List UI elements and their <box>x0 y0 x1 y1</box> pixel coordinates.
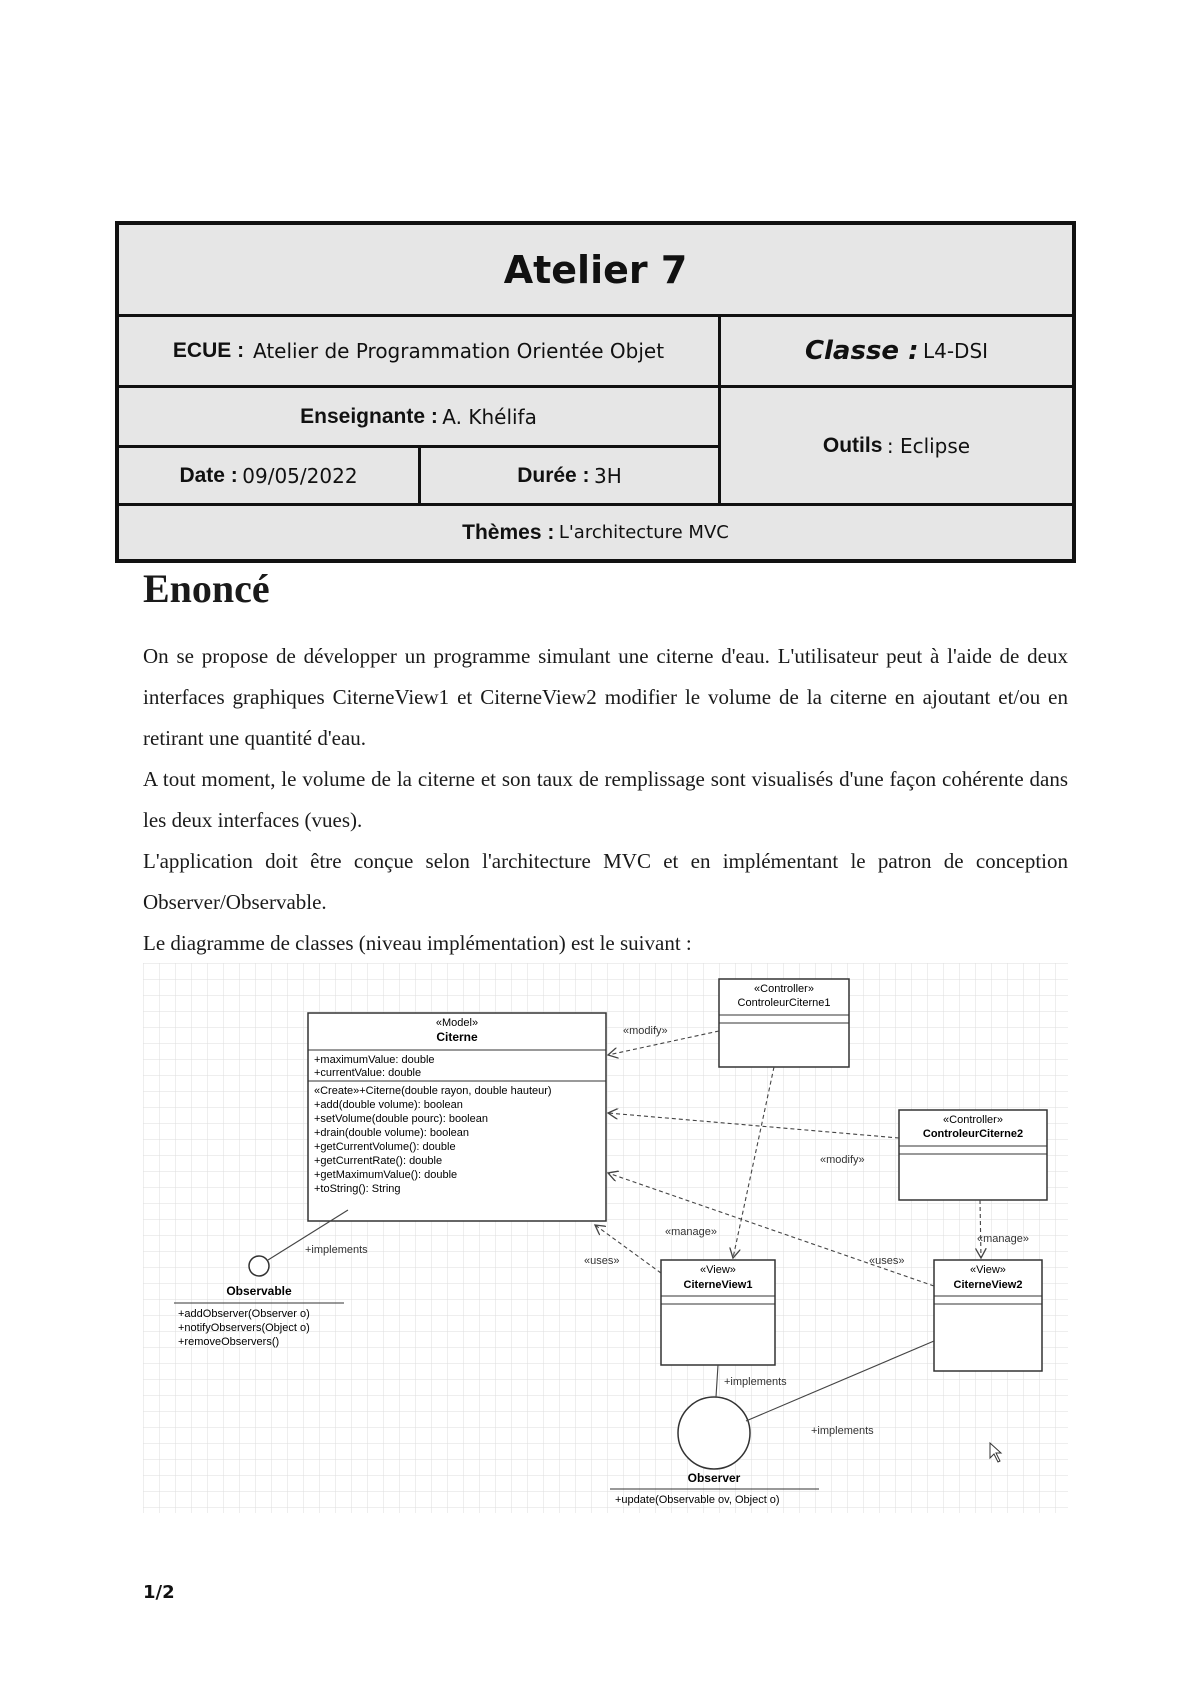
view2-stereotype: «View» <box>970 1264 1006 1276</box>
view1-stereotype: «View» <box>700 1264 736 1276</box>
observer-circle <box>678 1397 750 1469</box>
uses2-label: «uses» <box>869 1255 905 1267</box>
citerne-method: +drain(double volume): boolean <box>314 1127 470 1139</box>
citerne-method: +getMaximumValue(): double <box>314 1169 458 1181</box>
paragraph-3: L'application doit être conçue selon l'architecture MVC et en implémentant le patron de conception Observer/Observable. <box>143 849 1068 914</box>
view2-box <box>934 1260 1042 1371</box>
page-number: 1/2 <box>143 1582 175 1603</box>
enseignante-label: Enseignante : <box>300 404 438 428</box>
paragraph-4: Le diagramme de classes (niveau implémentation) est le suivant : <box>143 931 692 955</box>
enseignante-cell <box>119 388 718 445</box>
citerne-attribute: +maximumValue: double <box>314 1054 435 1066</box>
uses1-label: «uses» <box>584 1255 620 1267</box>
citerne-method: «Create»+Citerne(double rayon, double hauteur) <box>314 1085 552 1097</box>
implements-observable-label: +implements <box>305 1244 368 1256</box>
citerne-name: Citerne <box>436 1030 478 1044</box>
citerne-method: +getCurrentVolume(): double <box>314 1141 456 1153</box>
date-label: Date : <box>179 463 238 487</box>
themes-value: L'architecture MVC <box>558 522 729 543</box>
atelier-title-cell <box>119 225 1072 314</box>
manage1-label: «manage» <box>665 1226 717 1238</box>
outils-value: : Eclipse <box>886 433 971 458</box>
citerne-class <box>308 1013 606 1221</box>
classe-value: L4-DSI <box>922 339 989 363</box>
ecue-cell <box>119 317 718 385</box>
duree-label: Durée : <box>517 463 590 487</box>
modify1-label: «modify» <box>623 1025 668 1037</box>
modify2-label: «modify» <box>820 1154 865 1166</box>
atelier-title: Atelier 7 <box>503 247 688 292</box>
date-cell <box>119 448 418 503</box>
view1-class <box>661 1260 775 1365</box>
classe-cell <box>721 317 1072 385</box>
view2-class <box>934 1260 1042 1371</box>
implements-view2-label: +implements <box>811 1425 874 1437</box>
controleur1-name: ControleurCiterne1 <box>737 997 831 1009</box>
enseignante-value: A. Khélifa <box>442 404 537 429</box>
outils-label: Outils <box>822 433 883 457</box>
paragraph-1: On se propose de développer un programme simulant une citerne d'eau. L'utilisateur peut à l'aide de deux interfaces graphiques CiterneView1 et CiterneView2 modifier le volume de la citerne en ajoutant et/ou en retirant une quantité d'eau. <box>143 644 1068 750</box>
themes-cell <box>119 506 1072 559</box>
observable-name: Observable <box>226 1284 292 1298</box>
classe-label: Classe : <box>804 336 919 366</box>
controleur1-class <box>719 979 849 1067</box>
view1-name: CiterneView1 <box>683 1279 753 1291</box>
citerne-method: +setVolume(double pourc): boolean <box>314 1113 488 1125</box>
observable-method: +notifyObservers(Object o) <box>178 1322 310 1334</box>
paragraph-2: A tout moment, le volume de la citerne et son taux de remplissage sont visualisés d'une façon cohérente dans les deux interfaces (vues). <box>143 767 1068 832</box>
citerne-method: +add(double volume): boolean <box>314 1099 463 1111</box>
view2-name: CiterneView2 <box>953 1279 1023 1291</box>
observer-name: Observer <box>687 1471 741 1485</box>
ecue-value: Atelier de Programmation Orientée Objet <box>253 339 665 363</box>
enonce-heading: Enoncé <box>143 566 270 611</box>
observer-method: +update(Observable ov, Object o) <box>615 1494 780 1506</box>
date-value: 09/05/2022 <box>242 463 358 488</box>
ecue-label: ECUE : <box>172 339 245 362</box>
observable-method: +removeObservers() <box>178 1336 280 1348</box>
implements-view1-label: +implements <box>724 1376 787 1388</box>
header-table <box>115 221 1076 563</box>
observable-circle <box>249 1256 269 1276</box>
citerne-method: +toString(): String <box>314 1183 401 1195</box>
controleur1-stereotype: «Controller» <box>754 983 814 995</box>
class-diagram <box>143 963 1068 1513</box>
citerne-stereotype: «Model» <box>435 1017 479 1029</box>
duree-cell <box>421 448 718 503</box>
citerne-method: +getCurrentRate(): double <box>314 1155 443 1167</box>
duree-value: 3H <box>594 463 622 488</box>
outils-cell <box>721 388 1072 503</box>
themes-label: Thèmes : <box>462 520 555 544</box>
observable-method: +addObserver(Observer o) <box>178 1308 310 1320</box>
controleur2-name: ControleurCiterne2 <box>922 1128 1024 1140</box>
citerne-attribute: +currentValue: double <box>314 1067 422 1079</box>
controleur2-stereotype: «Controller» <box>943 1114 1003 1126</box>
controleur2-class <box>899 1110 1047 1200</box>
manage2-label: «manage» <box>977 1233 1029 1245</box>
